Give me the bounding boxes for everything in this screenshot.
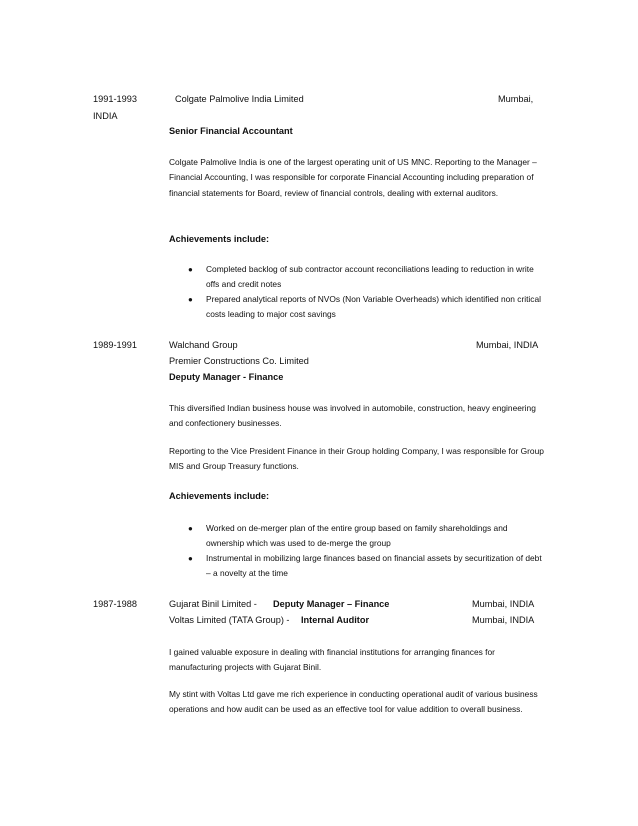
job3-description-2: My stint with Voltas Ltd gave me rich experience in conducting operational audit of various business operations and how audit can be used as an effective tool for value addition to overall business. [169,689,538,715]
job1-title: Senior Financial Accountant [169,126,293,136]
job2-location: Mumbai, INDIA [476,340,539,350]
job2-achievement-2: Instrumental in mobilizing large finances based on financial assets by securitization of debt – a novelty at the time [206,553,542,579]
job2-company: Walchand Group [169,340,238,350]
job3-location-1: Mumbai, INDIA [472,599,535,609]
job1-description: Colgate Palmolive India is one of the largest operating unit of US MNC. Reporting to the Manager – Financial Accounting, I was responsible for corporate Financial Accounting including preparation of financial statements for Board, review of financial controls, dealing with external auditors. [169,157,537,198]
job2-achievements-heading: Achievements include: [169,491,270,501]
bullet-icon: ● [188,554,193,563]
job3-years: 1987-1988 [93,599,137,609]
job2-achievement-1: Worked on de-merger plan of the entire group based on family shareholdings and ownership which was used to de-merge the group [206,523,508,549]
bullet-icon: ● [188,295,193,304]
job2-title: Deputy Manager - Finance [169,372,284,382]
job2-years: 1989-1991 [93,340,137,350]
job3-title-1: Deputy Manager – Finance [273,599,390,609]
bullet-icon: ● [188,524,193,533]
job1-company: Colgate Palmolive India Limited [175,94,304,104]
job3-description-1: I gained valuable exposure in dealing with financial institutions for arranging finances for manufacturing projects with Gujarat Binil. [169,647,495,673]
job1-achievement-2: Prepared analytical reports of NVOs (Non Variable Overheads) which identified non critical costs leading to major cost savings [206,294,542,320]
job3-location-2: Mumbai, INDIA [472,615,535,625]
job1-years: 1991-1993 [93,94,137,104]
job2-subcompany: Premier Constructions Co. Limited [169,356,309,366]
bullet-icon: ● [188,265,193,274]
job1-location-continued: INDIA [93,111,118,121]
job1-achievements-heading: Achievements include: [169,234,270,244]
job2-description-2: Reporting to the Vice President Finance in their Group holding Company, I was responsible for Group MIS and Group Treasury functions. [169,446,544,472]
job2-description-1: This diversified Indian business house was involved in automobile, construction, heavy engineering and confectionery businesses. [169,403,536,429]
job3-company-1: Gujarat Binil Limited - [169,599,257,609]
job1-location: Mumbai, [498,94,534,104]
job3-company-2: Voltas Limited (TATA Group) - [169,615,290,625]
job1-achievement-1: Completed backlog of sub contractor account reconciliations leading to reduction in write offs and credit notes [206,264,534,290]
job3-title-2: Internal Auditor [301,615,370,625]
